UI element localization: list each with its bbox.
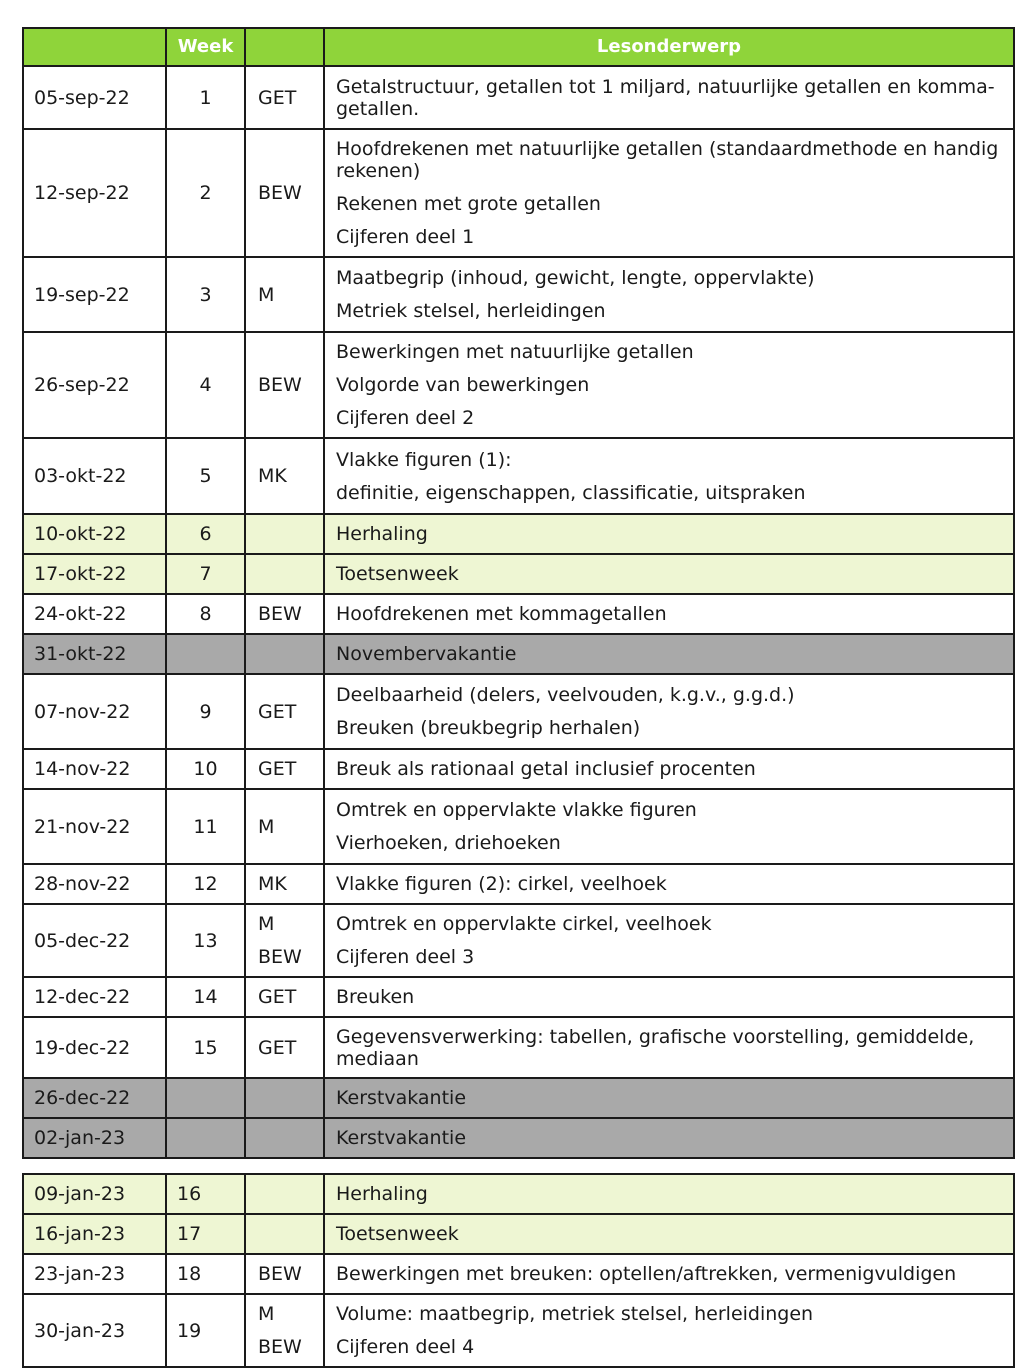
table-row <box>23 1294 1014 1367</box>
domain-cell <box>245 749 324 789</box>
domain-cell <box>245 514 324 554</box>
topic-line: Breuken <box>336 986 415 1008</box>
topic-line: Bewerkingen met breuken: optellen/aftrekken, vermenigvuldigen <box>336 1263 957 1285</box>
domain-code: M <box>258 913 275 935</box>
week-cell: 10 <box>166 749 245 789</box>
topic-cell <box>324 749 1014 789</box>
date-cell: 21-nov-22 <box>23 789 166 864</box>
week-cell <box>166 1078 245 1118</box>
header-topic: Lesonderwerp <box>324 28 1014 66</box>
domain-cell <box>245 332 324 438</box>
week-cell: 19 <box>166 1294 245 1367</box>
date-cell: 23-jan-23 <box>23 1254 166 1294</box>
domain-cell <box>245 554 324 594</box>
domain-code: MK <box>258 465 287 487</box>
topic-line: Vierhoeken, driehoeken <box>336 832 561 854</box>
week-cell: 1 <box>166 66 245 129</box>
table-row <box>23 674 1014 749</box>
table-row <box>23 438 1014 514</box>
holiday-row <box>23 1118 1014 1158</box>
table-row <box>23 1174 1014 1214</box>
table-row <box>23 749 1014 789</box>
date-cell: 05-sep-22 <box>23 66 166 129</box>
topic-cell <box>324 1294 1014 1367</box>
topic-line: Volume: maatbegrip, metriek stelsel, herleidingen <box>336 1303 814 1325</box>
domain-cell <box>245 789 324 864</box>
date-cell: 16-jan-23 <box>23 1214 166 1254</box>
topic-line: Gegevensverwerking: tabellen, grafische voorstelling, gemiddelde, mediaan <box>336 1025 975 1070</box>
domain-cell <box>245 1294 324 1367</box>
domain-code: M <box>258 283 275 306</box>
domain-code: BEW <box>258 182 302 204</box>
domain-cell <box>245 1214 324 1254</box>
week-cell: 16 <box>166 1174 245 1214</box>
domain-code: BEW <box>258 1263 302 1285</box>
header-date <box>23 28 166 66</box>
topic-line: Cijferen deel 3 <box>336 946 475 968</box>
topic-line: Vlakke figuren (1): <box>336 448 512 471</box>
domain-cell <box>245 438 324 514</box>
topic-line: Rekenen met grote getallen <box>336 193 601 215</box>
domain-code: GET <box>258 758 297 780</box>
topic-line: Kerstvakantie <box>336 1127 467 1149</box>
week-cell: 2 <box>166 129 245 257</box>
topic-cell <box>324 1118 1014 1158</box>
domain-code: M <box>258 815 275 838</box>
date-cell: 03-okt-22 <box>23 438 166 514</box>
date-cell: 26-dec-22 <box>23 1078 166 1118</box>
topic-cell <box>324 594 1014 634</box>
topic-cell <box>324 864 1014 904</box>
table-row <box>23 332 1014 438</box>
topic-cell <box>324 977 1014 1017</box>
week-cell: 8 <box>166 594 245 634</box>
domain-code: GET <box>258 700 297 723</box>
domain-cell <box>245 864 324 904</box>
domain-cell <box>245 1017 324 1078</box>
topic-line: Deelbaarheid (delers, veelvouden, k.g.v., g.g.d.) <box>336 684 795 706</box>
schedule-table-continued <box>22 1173 1015 1368</box>
header-row <box>23 28 1014 66</box>
topic-line: definitie, eigenschappen, classificatie, uitspraken <box>336 481 806 504</box>
date-cell: 05-dec-22 <box>23 904 166 977</box>
topic-cell <box>324 554 1014 594</box>
table-row <box>23 789 1014 864</box>
topic-line: Omtrek en oppervlakte vlakke figuren <box>336 799 697 821</box>
topic-line: Cijferen deel 2 <box>336 407 475 429</box>
date-cell: 12-dec-22 <box>23 977 166 1017</box>
topic-cell <box>324 1017 1014 1078</box>
schedule-body <box>23 66 1014 1158</box>
date-cell: 10-okt-22 <box>23 514 166 554</box>
week-cell <box>166 634 245 674</box>
topic-line: Breuk als rationaal getal inclusief procenten <box>336 758 756 780</box>
domain-cell <box>245 1118 324 1158</box>
topic-cell <box>324 634 1014 674</box>
table-row <box>23 554 1014 594</box>
topic-cell <box>324 257 1014 332</box>
table-row <box>23 1017 1014 1078</box>
table-row <box>23 66 1014 129</box>
week-cell: 5 <box>166 438 245 514</box>
date-cell: 07-nov-22 <box>23 674 166 749</box>
date-cell: 31-okt-22 <box>23 634 166 674</box>
domain-cell <box>245 904 324 977</box>
topic-line: Omtrek en oppervlakte cirkel, veelhoek <box>336 913 712 935</box>
topic-line: Kerstvakantie <box>336 1087 467 1109</box>
topic-line: Bewerkingen met natuurlijke getallen <box>336 341 694 363</box>
topic-cell <box>324 1214 1014 1254</box>
topic-line: Toetsenweek <box>336 563 459 585</box>
domain-code: BEW <box>258 603 302 625</box>
schedule-table <box>22 27 1015 1159</box>
domain-cell <box>245 1254 324 1294</box>
domain-code: GET <box>258 1036 297 1059</box>
topic-cell <box>324 904 1014 977</box>
header-domain <box>245 28 324 66</box>
week-cell: 18 <box>166 1254 245 1294</box>
table-row <box>23 514 1014 554</box>
topic-cell <box>324 438 1014 514</box>
domain-cell <box>245 1174 324 1214</box>
topic-line: Vlakke figuren (2): cirkel, veelhoek <box>336 873 667 895</box>
domain-code: M <box>258 1303 275 1325</box>
holiday-row <box>23 1078 1014 1118</box>
topic-line: Cijferen deel 4 <box>336 1336 475 1358</box>
domain-code: BEW <box>258 374 302 396</box>
table-row <box>23 129 1014 257</box>
table-row <box>23 977 1014 1017</box>
week-cell <box>166 1118 245 1158</box>
topic-cell <box>324 514 1014 554</box>
week-cell: 13 <box>166 904 245 977</box>
domain-code: MK <box>258 873 287 895</box>
topic-cell <box>324 1078 1014 1118</box>
domain-cell <box>245 129 324 257</box>
domain-cell <box>245 977 324 1017</box>
domain-cell <box>245 594 324 634</box>
week-cell: 15 <box>166 1017 245 1078</box>
topic-line: Toetsenweek <box>336 1223 459 1245</box>
week-cell: 14 <box>166 977 245 1017</box>
domain-code: GET <box>258 986 297 1008</box>
domain-code: BEW <box>258 1336 302 1358</box>
date-cell: 17-okt-22 <box>23 554 166 594</box>
week-cell: 12 <box>166 864 245 904</box>
week-cell: 4 <box>166 332 245 438</box>
topic-line: Novembervakantie <box>336 643 517 665</box>
topic-line: Hoofdrekenen met kommagetallen <box>336 603 667 625</box>
date-cell: 09-jan-23 <box>23 1174 166 1214</box>
schedule-body-continued <box>23 1174 1014 1367</box>
domain-cell <box>245 634 324 674</box>
date-cell: 30-jan-23 <box>23 1294 166 1367</box>
week-cell: 17 <box>166 1214 245 1254</box>
week-cell: 9 <box>166 674 245 749</box>
date-cell: 26-sep-22 <box>23 332 166 438</box>
domain-code: GET <box>258 86 297 109</box>
topic-line: Herhaling <box>336 523 428 545</box>
date-cell: 12-sep-22 <box>23 129 166 257</box>
topic-cell <box>324 129 1014 257</box>
week-cell: 11 <box>166 789 245 864</box>
week-cell: 6 <box>166 514 245 554</box>
topic-cell <box>324 1254 1014 1294</box>
domain-cell <box>245 1078 324 1118</box>
header-week: Week <box>166 28 245 66</box>
topic-cell <box>324 674 1014 749</box>
date-cell: 02-jan-23 <box>23 1118 166 1158</box>
table-row <box>23 594 1014 634</box>
topic-cell <box>324 332 1014 438</box>
date-cell: 24-okt-22 <box>23 594 166 634</box>
date-cell: 19-sep-22 <box>23 257 166 332</box>
week-cell: 7 <box>166 554 245 594</box>
topic-line: Cijferen deel 1 <box>336 226 475 248</box>
topic-cell <box>324 1174 1014 1214</box>
topic-cell <box>324 789 1014 864</box>
date-cell: 14-nov-22 <box>23 749 166 789</box>
topic-line: Hoofdrekenen met natuurlijke getallen (standaardmethode en handig rekenen) <box>336 138 999 182</box>
topic-line: Maatbegrip (inhoud, gewicht, lengte, oppervlakte) <box>336 267 815 289</box>
table-row <box>23 864 1014 904</box>
topic-line: Getalstructuur, getallen tot 1 miljard, natuurlijke getallen en komma-getallen. <box>336 75 995 120</box>
date-cell: 19-dec-22 <box>23 1017 166 1078</box>
date-cell: 28-nov-22 <box>23 864 166 904</box>
table-row <box>23 904 1014 977</box>
table-row <box>23 1254 1014 1294</box>
holiday-row <box>23 634 1014 674</box>
topic-cell <box>324 66 1014 129</box>
domain-cell <box>245 66 324 129</box>
topic-line: Volgorde van bewerkingen <box>336 374 590 396</box>
topic-line: Metriek stelsel, herleidingen <box>336 300 606 322</box>
domain-code: BEW <box>258 946 302 968</box>
week-cell: 3 <box>166 257 245 332</box>
table-row <box>23 257 1014 332</box>
topic-line: Breuken (breukbegrip herhalen) <box>336 717 641 739</box>
domain-cell <box>245 257 324 332</box>
topic-line: Herhaling <box>336 1183 428 1205</box>
domain-cell <box>245 674 324 749</box>
table-row <box>23 1214 1014 1254</box>
